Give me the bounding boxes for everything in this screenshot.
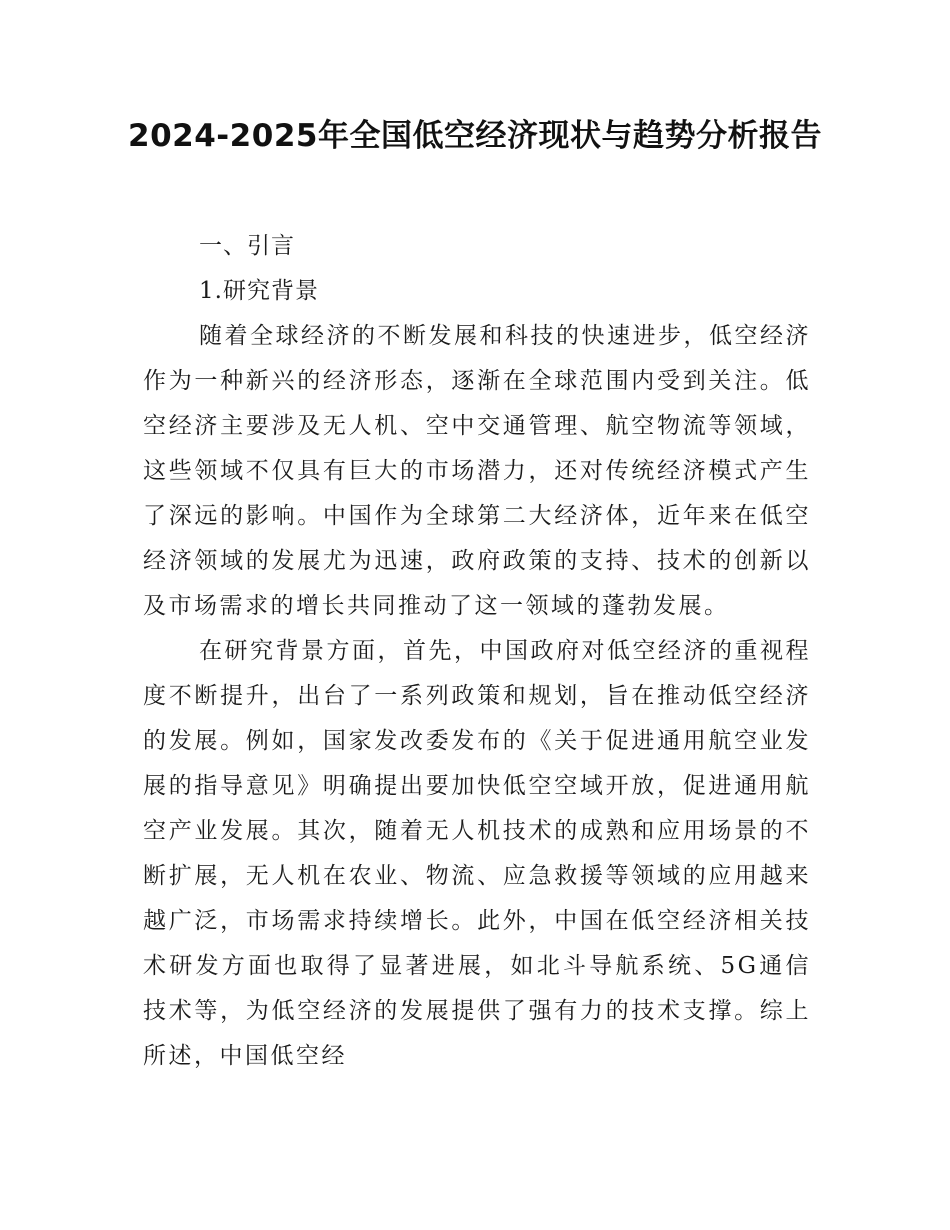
document-body [143, 224, 811, 1079]
body-paragraph: 在研究背景方面，首先，中国政府对低空经济的重视程度不断提升，出台了一系列政策和规划，旨在推动低空经济的发展。例如，国家发改委发布的《关于促进通用航空业发展的指导意见》明确提出要加快低空空域开放，促进通用航空产业发展。其次，随着无人机技术的成熟和应用场景的不断扩展，无人机在农业、物流、应急救援等领域的应用越来越广泛，市场需求持续增长。此外，中国在低空经济相关技术研发方面也取得了显著进展，如北斗导航系统、5G通信技术等，为低空经济的发展提供了强有力的技术支撑。综上所述，中国低空经 [143, 638, 811, 1069]
section-heading: 一、引言 [199, 233, 295, 259]
body-paragraph: 随着全球经济的不断发展和科技的快速进步，低空经济作为一种新兴的经济形态，逐渐在全球范围内受到关注。低空经济主要涉及无人机、空中交通管理、航空物流等领域，这些领域不仅具有巨大的市场潜力，还对传统经济模式产生了深远的影响。中国作为全球第二大经济体，近年来在低空经济领域的发展尤为迅速，政府政策的支持、技术的创新以及市场需求的增长共同推动了这一领域的蓬勃发展。 [143, 323, 811, 619]
subsection-heading: 1.研究背景 [199, 278, 319, 304]
document-title: 2024-2025年全国低空经济现状与趋势分析报告 [128, 118, 822, 154]
